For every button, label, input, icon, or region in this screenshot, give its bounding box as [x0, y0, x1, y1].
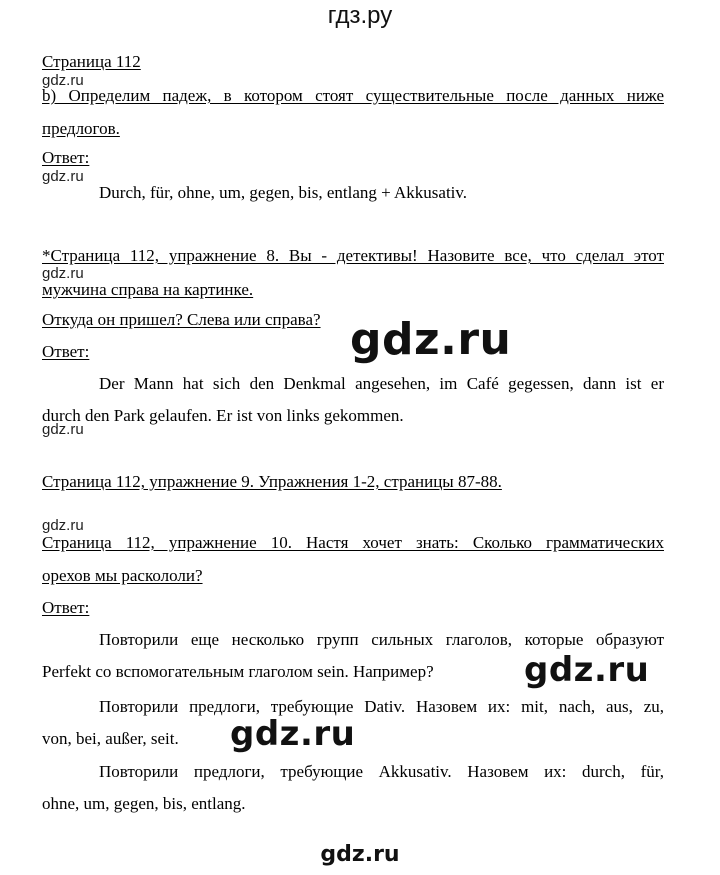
watermark-small: gdz.ru [42, 517, 84, 534]
watermark-large: gdz.ru [230, 714, 356, 754]
section4-para2-line2: von, bei, außer, seit. [42, 729, 179, 748]
section1-task-line1: b) Определим падеж, в котором стоят существительные после данных ниже [42, 86, 664, 105]
footer-watermark: gdz.ru [320, 842, 400, 867]
section2-answer-label: Ответ: [42, 342, 90, 361]
watermark-large: gdz.ru [350, 314, 512, 365]
watermark-small: gdz.ru [42, 72, 84, 89]
section3-heading: Страница 112, упражнение 9. Упражнения 1-2, страницы 87-88. [42, 472, 502, 491]
section1-task-line2: предлогов. [42, 119, 120, 138]
section4-heading-line2: орехов мы раскололи? [42, 566, 203, 585]
section1-answer-label: Ответ: [42, 148, 90, 167]
site-title: гдз.ру [327, 2, 393, 29]
section1-answer-text: Durch, für, ohne, um, gegen, bis, entlang + Akkusativ. [99, 183, 468, 202]
watermark-large: gdz.ru [524, 650, 650, 690]
section2-heading-line1: *Страница 112, упражнение 8. Вы - детективы! Назовите все, что сделал этот [42, 246, 664, 265]
section4-para1-line1: Повторили еще несколько групп сильных глаголов, которые образуют [99, 630, 664, 649]
section4-para1-line2: Perfekt со вспомогательным глаголом sein. Например? [42, 662, 434, 681]
watermark-small: gdz.ru [42, 421, 84, 438]
section4-heading-line1: Страница 112, упражнение 10. Настя хочет знать: Сколько грамматических [42, 533, 664, 552]
section4-para3-line2: ohne, um, gegen, bis, entlang. [42, 794, 246, 813]
section2-question: Откуда он пришел? Слева или справа? [42, 310, 321, 329]
watermark-small: gdz.ru [42, 168, 84, 185]
watermark-small: gdz.ru [42, 265, 84, 282]
section2-answer-line2: durch den Park gelaufen. Er ist von links gekommen. [42, 406, 404, 425]
section4-para3-line1: Повторили предлоги, требующие Akkusativ. Назовем их: durch, für, [99, 762, 664, 781]
section1-heading: Страница 112 [42, 52, 141, 71]
section4-answer-label: Ответ: [42, 598, 90, 617]
section2-answer-line1: Der Mann hat sich den Denkmal angesehen, im Café gegessen, dann ist er [99, 374, 664, 393]
section2-heading-line2: мужчина справа на картинке. [42, 280, 254, 299]
section4-para2-line1: Повторили предлоги, требующие Dativ. Назовем их: mit, nach, aus, zu, [99, 697, 664, 716]
